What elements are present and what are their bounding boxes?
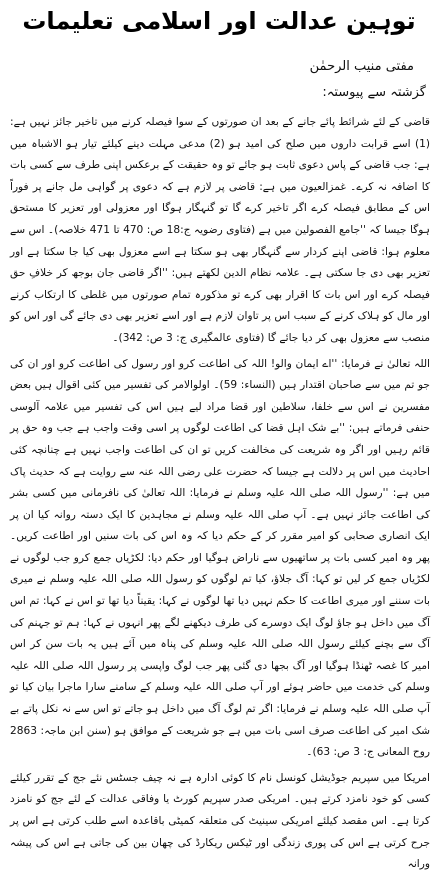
continued-label: گزشتہ سے پیوستہ: — [322, 85, 426, 100]
article-body — [10, 112, 430, 876]
author-name: مفتی منیب الرحمٰن — [309, 59, 414, 74]
paragraph: اللہ تعالیٰ نے فرمایا: ''اے ایمان والو! اللہ کی اطاعت کرو اور رسول کی اطاعت کرو اور ان کی جو تم میں سے صاحبان اقتدار ہیں (النساء: 59)۔ اولوالامر کی تفسیر میں کئی اقوال ہیں بعض مفسرین نے اس سے خلفا، سلاطین اور قضا مراد لیے ہیں اس کی تفسیر میں علامہ آلوسی حنفی فرماتے ہیں: ''بے شک اہل قضا کی اطاعت لوگوں پر اسی وقت واجب ہے جب وہ حق پر قائم رہیں اور اگر وہ شریعت کی مخالفت کریں تو ان کی اطاعت واجب نہیں ہے چنانچہ کئی احادیث میں اس پر دلالت ہے جیسا کہ حضرت علی رضی اللہ عنہ سے روایت ہے کہ حدیث پاک میں ہے: ''رسول اللہ صلی اللہ علیہ وسلم نے فرمایا: اللہ تعالیٰ کی نافرمانی میں کسی بشر کی اطاعت جائز نہیں ہے۔ آپ صلی اللہ علیہ وسلم نے مجاہدین کا ایک دستہ روانہ کیا ان پر ایک انصاری صحابی کو امیر مقرر کر کے حکم دیا کہ وہ اس کی بات سنیں اور اطاعت کریں۔ پھر وہ امیر کسی بات پر ساتھیوں سے ناراض ہوگیا اور حکم دیا: لکڑیاں جمع کرو جب لوگوں نے لکڑیاں جمع کر لیں تو کہا: آگ جلاؤ، کیا تم لوگوں کو رسول اللہ صلی اللہ علیہ وسلم نے میری بات سننے اور میری اطاعت کا حکم نہیں دیا تھا لوگوں نے کہا: یقیناً دیا تھا تو اس نے کہا: تم اس آگ میں داخل ہو جاؤ لوگ ایک دوسرے کی طرف دیکھنے لگے پھر انہوں نے کہا: ہم تو جہنم کی آگ سے بچنے کیلئے رسول اللہ صلی اللہ علیہ وسلم کی پناہ میں آئے ہیں یہ بات سن کر اس امیر کا غصہ ٹھنڈا ہوگیا اور آگ بجھا دی گئی پھر جب لوگ واپسی پر رسول اللہ صلی اللہ علیہ وسلم کی خدمت میں حاضر ہوئے اور آپ صلی اللہ علیہ وسلم کے سامنے سارا ماجرا بیان کیا تو آپ صلی اللہ علیہ وسلم نے فرمایا: اگر تم لوگ آگ میں داخل ہو جاتے تو اس سے نہ نکل پاتے بے شک امیر کی اطاعت صرف اسی بات میں ہے جو شریعت کے موافق ہو (سنن ابن ماجہ: 2863 روح المعانی ج: 3 ص: 63)۔ — [10, 357, 430, 759]
paragraph: قاضی کے لئے شرائط پائے جانے کے بعد ان صورتوں کے سوا فیصلہ کرنے میں تاخیر جائز نہیں ہے: (1) اسے قرابت داروں میں صلح کی امید ہو (2) مدعی مہلت دینے کیلئے تیار ہو الاشباہ میں ہے: جب قاضی کے پاس دعوی ثابت ہو جائے تو وہ حقیقت کے برعکس اپنی طرف سے کسی بات کا اضافہ نہ کرے۔ غمزالعیون میں ہے: قاضی پر لازم ہے کہ دعوی پر گواہی مل جانے پر فوراً اس کے مطابق فیصلہ کرے اگر تاخیر کرے گا تو گنہگار ہوگا اور معزولی اور تعزیر کا مستحق ہوگا جیسا کہ ''جامع الفصولین میں ہے (فتاوی رضویہ ج:18 ص: 470 تا 471 خلاصہ)۔ اس سے معلوم ہوا: قاضی اپنے کردار سے گنہگار بھی ہو سکتا ہے اسے معزول بھی کیا جا سکتا ہے اور تعزیر بھی دی جا سکتی ہے۔ علامہ نظام الدین لکھتے ہیں: ''اگر قاضی جان بوجھ کر خلافِ حق فیصلہ کرے اور اس بات کا اقرار بھی کرے تو مذکورہ تمام صورتوں میں غلطی کا ارتکاب کرنے اور مال کو ہلاک کرنے کے سبب اس پر تاوان لازم ہے اور اسے تعزیر بھی دی جائے گی اور اس کو منصب سے معزول بھی کر دیا جائے گا (فتاوی عالمگیری ج: 3 ص: 342)۔ — [10, 116, 430, 344]
paragraph: امریکا میں سپریم جوڈیشل کونسل نام کا کوئی ادارہ ہے نہ چیف جسٹس نئے جج کے تقرر کیلئے کسی کو خود نامزد کرتے ہیں۔ امریکی صدر سپریم کورٹ یا وفاقی عدالت کے لئے جج کو نامزد کرتا ہے۔ اس مقصد کیلئے امریکی سینیٹ کی متعلقہ کمیٹی باقاعدہ اسے طلب کرتی ہے اس پر جرح کرتی ہے اس کی پوری زندگی اور ٹیکس ریکارڈ کی چھان بین کی جاتی ہے اس کی پیشہ ورانہ — [10, 771, 430, 871]
article-title: توہین عدالت اور اسلامی تعلیمات — [22, 7, 416, 35]
